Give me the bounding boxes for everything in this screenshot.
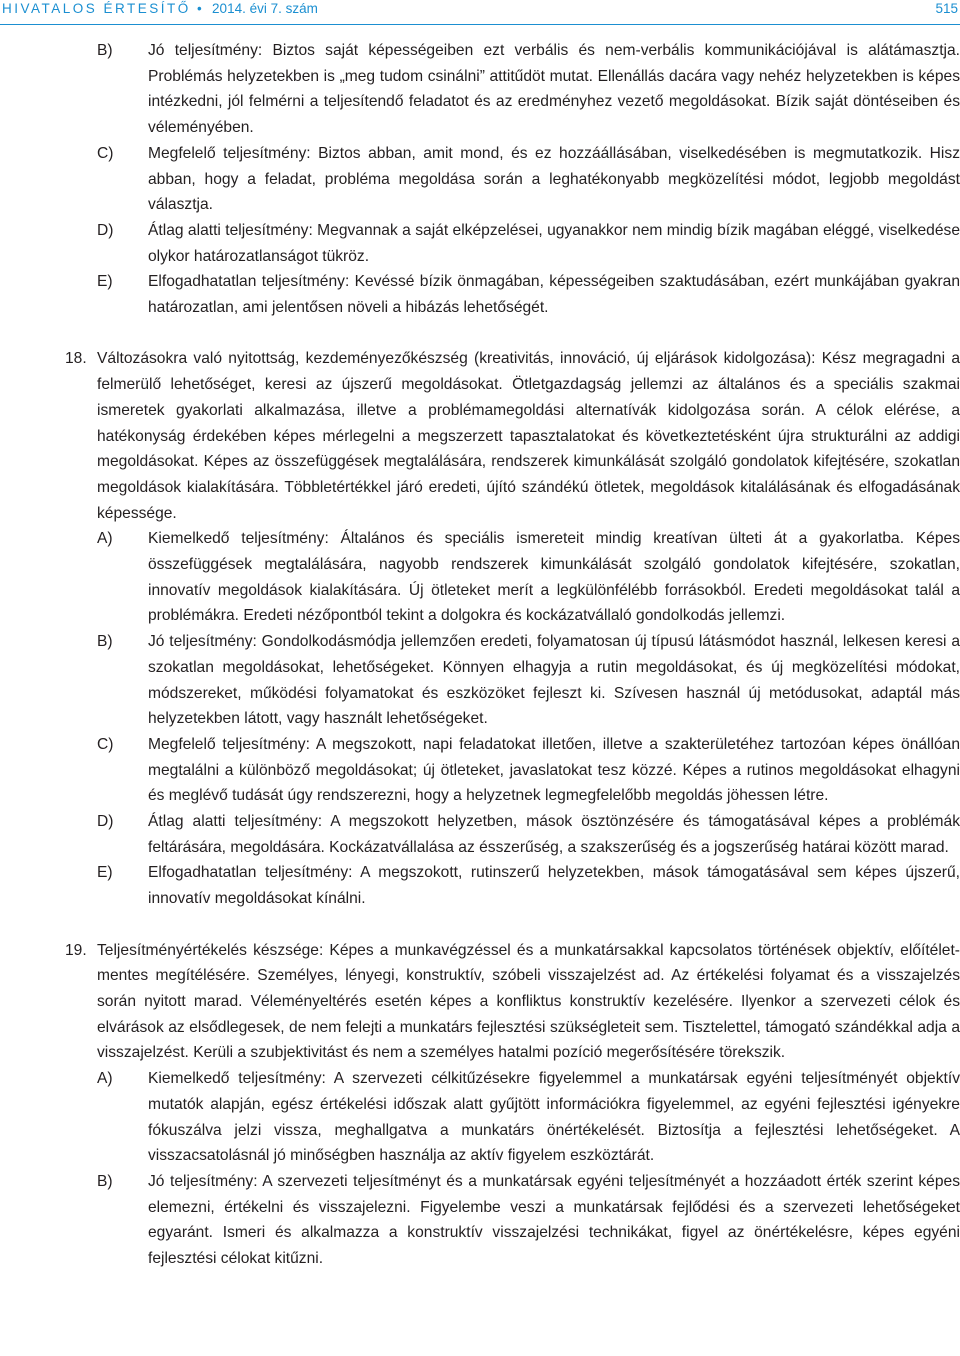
item-text: Jó teljesítmény: A szervezeti teljesítményt és a munkatársak egyéni teljesítményét a hozzáadott érték szerint képes elemezni, értékelni és visszajelezni. Figyelembe veszi a munkatársak fejlődési és a szervezeti lehetőségeket egyaránt. Ismeri és alkalmazza a konstruktív visszajelzési technikákat, figyel az önértékelésre, képes egyéni fejlesztési célokat kitűzni. (148, 1172, 960, 1268)
page-number: 515 (935, 1, 958, 16)
item-label: D) (97, 813, 114, 831)
item-label: B) (97, 1172, 113, 1190)
item-label: E) (97, 864, 113, 882)
item-label: D) (97, 221, 114, 239)
item-label: C) (97, 735, 114, 753)
criterion-17-b (0, 38, 960, 141)
item-text: Megfelelő teljesítmény: A megszokott, napi feladatokat illetően, illetve a szakterületéhez tartozóan képes önállóan megtalálni a különböző megoldásokat; új ötleteket, javaslatokat tesz közzé. Képes a rutinos megoldásokat elhagyni és meglévő tudását úgy rendszerezni, hogy a helyzetnek legmegfelelőbb megoldás jöhessen létre. (148, 735, 960, 805)
item-label: B) (97, 42, 113, 59)
page-body (0, 38, 960, 1272)
item-label: E) (97, 273, 113, 291)
item-text: Kiemelkedő teljesítmény: Általános és speciális ismereteit mindig kreatívan ülteti át a gyakorlatba. Képes összefüggések megtalálására, nagyobb rendszerek kimunkálását szolgáló gondolatok kifejtésére, szokatlan, innovatív megoldások kialakítására. Új ötleteket merít a legkülönfélébb forrásokból. Eredeti megoldásokat talál a problémákra. Eredeti nézőpontból tekint a dolgokra és kockázatvállaló gondolkodás jellemzi. (148, 530, 960, 625)
criterion-19-b (0, 1169, 960, 1272)
journal-title: HIVATALOS ÉRTESÍTŐ (2, 1, 191, 16)
criterion-18-e (0, 860, 960, 911)
running-title (2, 1, 318, 16)
issue-label: 2014. évi 7. szám (212, 1, 318, 16)
section-text: Teljesítményértékelés készsége: Képes a munkavégzéssel és a munkatársakkal kapcsolatos történések objektív, előítélet-mentes megítélésére. Személyes, lényegi, konstruktív, szóbeli visszajelzést ad. Az értékelési folyamat és a visszajelzés során nyitott marad. Véleményeltérés esetén képes a konfliktus konstruktív kezelésére. Ilyenkor a szervezeti célok és elvárások az elsődlegesek, de nem felejti a munkatárs fejlesztési szükségleteit sem. Tisztelettel, támogató szándékkal adja a visszajelzést. Kerüli a szubjektivitást és nem a személyes hatalmi pozíció megerősítésére törekszik. (97, 941, 960, 1062)
section-number: 19. (65, 941, 87, 959)
header-rule (0, 24, 960, 25)
item-text: Jó teljesítmény: Biztos saját képességeiben ezt verbális és nem-verbális kommunikációjával is alátámasztja. Problémás helyzetekben is „meg tudom csinálni” attitűdöt mutat. Ellenállás dacára vagy nehéz helyzetekben is képes intézkedni, jól felmérni a teljesítendő feladatot és az eredményhez vezető megoldásokat. Bízik saját döntéseiben és véleményében. (148, 42, 960, 137)
item-text: Kiemelkedő teljesítmény: A szervezeti célkitűzésekre figyelemmel a munkatársak egyéni teljesítményét objektív mutatók alapján, egész értékelési időszak alatt gyűjtött információkra figyelemmel, az egyéni fejlesztési igényekre fókuszálva jelzi vissza, meghallgatva a munkatárs önértékelését. Biztosítja a fejlesztési lehetőségeket. A visszacsatolásnál jó minőségben használja az aktív figyelem eszköztárát. (148, 1070, 960, 1165)
section-18-intro (0, 346, 960, 526)
section-19 (0, 938, 960, 1272)
criterion-17-c (0, 141, 960, 218)
item-text: Elfogadhatatlan teljesítmény: Kevéssé bízik önmagában, képességeiben szaktudásában, ezért munkájában gyakran határozatlan, ami jelentősen növeli a hibázás lehetőségét. (148, 273, 960, 317)
section-gap (0, 321, 960, 347)
criterion-18-c (0, 732, 960, 809)
criterion-17-e (0, 269, 960, 320)
section-17-continued (0, 38, 960, 321)
item-text: Átlag alatti teljesítmény: A megszokott helyzetben, mások ösztönzésére és támogatásával képes a problémák feltárására, megoldására. Kockázatvállalása az ésszerűség, a szakszerűség és a jogszerűség határai között marad. (148, 813, 960, 856)
criterion-18-b (0, 629, 960, 732)
item-label: A) (97, 530, 113, 548)
criterion-19-a (0, 1066, 960, 1169)
item-label: A) (97, 1070, 113, 1088)
section-18 (0, 346, 960, 911)
item-text: Elfogadhatatlan teljesítmény: A megszokott, rutinszerű helyzetekben, mások támogatásával sem képes újszerű, innovatív megoldásokat kínálni. (148, 864, 960, 908)
item-text: Megfelelő teljesítmény: Biztos abban, amit mond, és ez hozzáállásában, viselkedésében is megmutatkozik. Hisz abban, hogy a feladat, probléma megoldása során a leghatékonyabb megközelítési módot, legjobb megoldást választja. (148, 144, 960, 214)
criterion-17-d (0, 218, 960, 269)
section-19-intro (0, 938, 960, 1067)
item-text: Jó teljesítmény: Gondolkodásmódja jellemzően eredeti, folyamatosan új típusú látásmódot használ, lelkesen keresi a szokatlan megoldásokat, lehetőségeket. Könnyen elhagyja a rutin megoldásokat, és új megközelítési módokat, módszereket, működési folyamatokat és eszközöket fejleszt ki. Szívesen használ új metódusokat, adaptál más helyzetekben látott, vagy használt lehetőségeket. (148, 633, 960, 728)
page-header (0, 0, 960, 20)
section-number: 18. (65, 350, 87, 368)
criterion-18-d (0, 809, 960, 860)
section-text: Változásokra való nyitottság, kezdeményezőkészség (kreativitás, innováció, új eljárások kidolgozása): Kész megragadni a felmerülő lehetőséget, keresi az újszerű megoldásokat. Ötletgazdagság jellemzi az általános és a speciális szakmai ismeretek gyakorlati alkalmazása, illetve a problémamegoldási alternatívák kidolgozása során. A célok elérése, a hatékonyság érdekében képes mérlegelni a megszerzett tapasztalatokat és következtetésként újra strukturálni az addigi megoldásokat. Képes az összefüggések megtalálására, rendszerek kimunkálását szolgáló gondolatok kifejtésére, szokatlan megoldások kialakítására. Többletértékkel járó eredeti, újító szándékú ötletek, megoldások kitalálásának és elfogadásának képessége. (97, 350, 960, 522)
item-label: C) (97, 144, 114, 162)
item-label: B) (97, 633, 113, 651)
section-gap (0, 912, 960, 938)
header-separator: • (197, 1, 202, 16)
item-text: Átlag alatti teljesítmény: Megvannak a saját elképzelései, ugyanakkor nem mindig bízik magában eléggé, viselkedése olykor határozatlanságot tükröz. (148, 221, 960, 265)
criterion-18-a (0, 526, 960, 629)
